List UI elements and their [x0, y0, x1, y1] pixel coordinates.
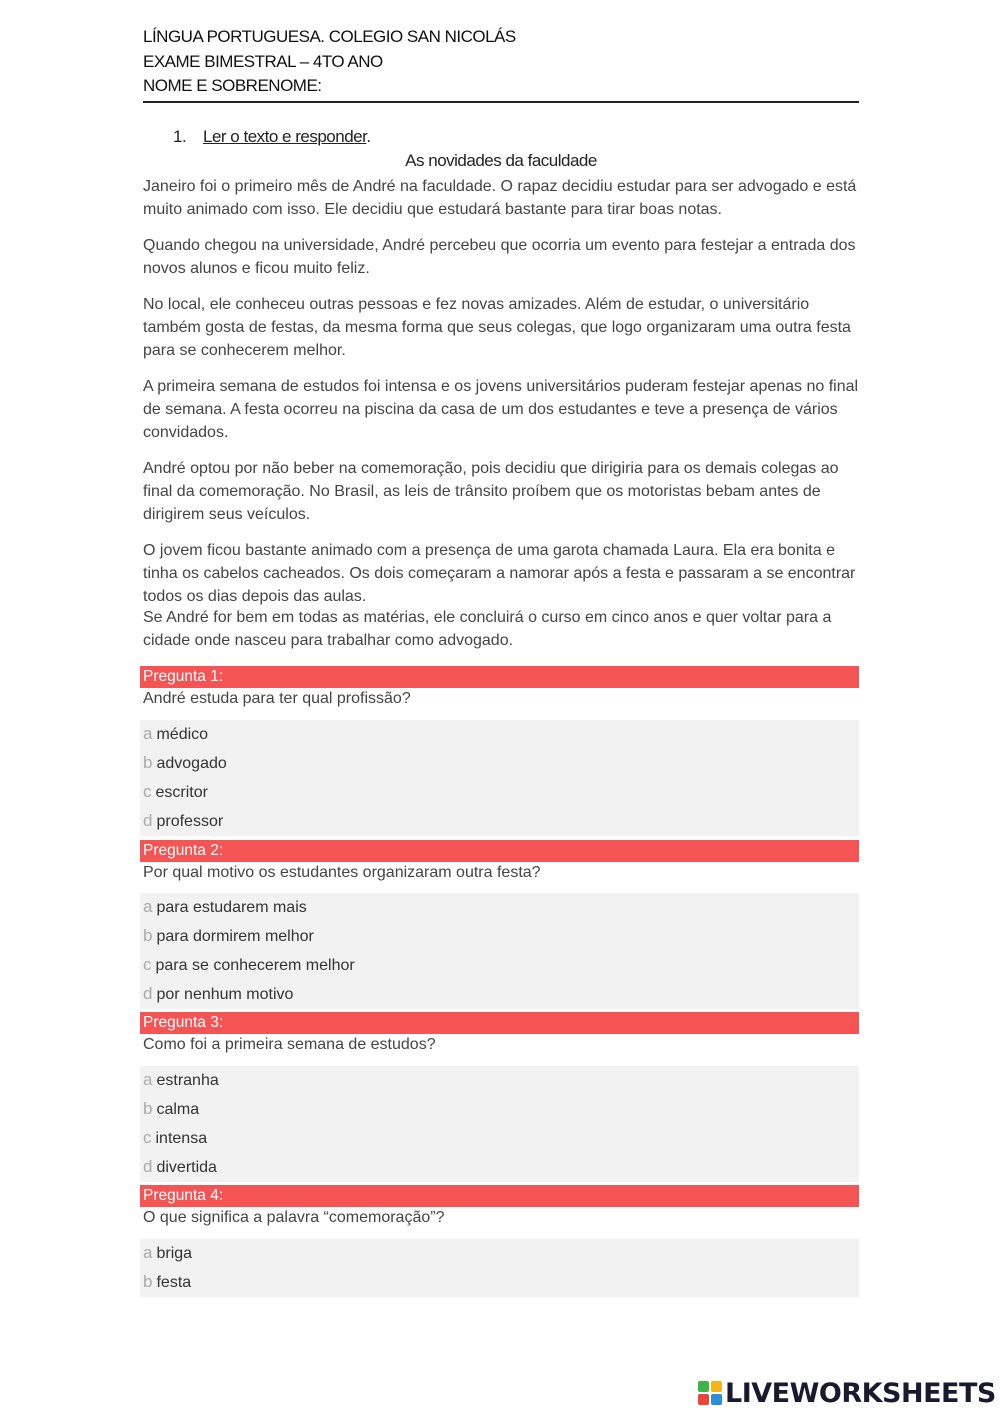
option-letter: b [143, 752, 153, 772]
answer-option[interactable] [140, 778, 859, 807]
option-text: calma [156, 1100, 200, 1118]
question-4-text: O que significa a palavra “comemoração”? [143, 1209, 445, 1226]
story-paragraph: Quando chegou na universidade, André percebeu que ocorria um evento para festejar a entrada dos novos alunos e ficou muito feliz. [143, 237, 856, 277]
option-letter: b [143, 1098, 153, 1118]
option-text: briga [156, 1245, 193, 1262]
instruction-number: 1. [173, 127, 187, 146]
answer-option[interactable] [140, 1268, 859, 1297]
story-paragraph: Se André for bem em todas as matérias, ele concluirá o curso em cinco anos e quer voltar para a cidade onde nasceu para trabalhar como advogado. [143, 609, 832, 649]
option-text: intensa [155, 1129, 208, 1147]
question-3-options [140, 1066, 859, 1182]
option-text: para se conhecerem melhor [155, 956, 355, 974]
answer-option[interactable] [140, 951, 859, 980]
question-2-text: Por qual motivo os estudantes organizaram outra festa? [143, 864, 541, 881]
option-text: festa [156, 1273, 192, 1291]
answer-option[interactable] [140, 893, 859, 922]
option-letter: a [143, 724, 153, 743]
instruction [173, 127, 371, 147]
story-paragraph: André optou por não beber na comemoração, pois decidiu que dirigiria para os demais colegas ao final da comemoração. No Brasil, as leis de trânsito proíbem que os motoristas bebam antes de dirigirem seus veículos. [143, 460, 839, 523]
question-3-text: Como foi a primeira semana de estudos? [143, 1036, 436, 1053]
story-paragraph: A primeira semana de estudos foi intensa e os jovens universitários puderam festejar apenas no final de semana. A festa ocorreu na piscina da casa de um dos estudantes e teve a presença de vários convidados. [143, 378, 859, 441]
option-text: estranha [156, 1072, 219, 1089]
option-letter: a [143, 897, 153, 916]
option-text: para dormirem melhor [156, 927, 314, 945]
liveworksheets-logo [698, 1378, 996, 1408]
option-letter: d [143, 983, 153, 1003]
option-letter: b [143, 1271, 153, 1291]
option-text: advogado [156, 754, 227, 772]
option-text: médico [156, 726, 209, 743]
logo-grid-icon [698, 1381, 722, 1405]
answer-option[interactable] [140, 807, 859, 836]
option-letter: b [143, 925, 153, 945]
story-title: As novidades da faculdade [405, 151, 597, 170]
option-text: escritor [155, 783, 208, 801]
option-letter: c [143, 781, 152, 801]
header-divider [143, 101, 859, 103]
question-1-options [140, 720, 859, 836]
option-letter: a [143, 1070, 153, 1089]
question-3-header: Pregunta 3: [140, 1012, 859, 1034]
header-name-field-label: NOME E SOBRENOME: [143, 76, 322, 95]
option-text: professor [156, 812, 224, 830]
story-paragraph: O jovem ficou bastante animado com a presença de uma garota chamada Laura. Ela era bonita e tinha os cabelos cacheados. Os dois começaram a namorar após a festa e passaram a se encontrar todos os dias depois das aulas. [143, 542, 856, 605]
question-2-options [140, 893, 859, 1009]
question-4-options [140, 1239, 859, 1297]
option-letter: a [143, 1243, 153, 1262]
question-4-header: Pregunta 4: [140, 1185, 859, 1207]
answer-option[interactable] [140, 1095, 859, 1124]
question-1-header: Pregunta 1: [140, 666, 859, 688]
option-text: por nenhum motivo [156, 985, 294, 1003]
question-2-header: Pregunta 2: [140, 840, 859, 862]
question-1-text: André estuda para ter qual profissão? [143, 690, 411, 707]
story-paragraph: No local, ele conheceu outras pessoas e fez novas amizades. Além de estudar, o universitário também gosta de festas, da mesma forma que seus colegas, que logo organizaram uma outra festa para se conhecerem melhor. [143, 296, 851, 359]
instruction-link[interactable]: Ler o texto e responder [203, 127, 367, 146]
answer-option[interactable] [140, 1153, 859, 1182]
exam-header [143, 25, 859, 103]
instruction-suffix: . [366, 127, 371, 146]
answer-option[interactable] [140, 720, 859, 749]
header-subject: LÍNGUA PORTUGUESA. COLEGIO SAN NICOLÁS [143, 27, 516, 46]
story-paragraph: Janeiro foi o primeiro mês de André na faculdade. O rapaz decidiu estudar para ser advogado e está muito animado com isso. Ele decidiu que estudará bastante para tirar boas notas. [143, 178, 857, 218]
option-letter: d [143, 810, 153, 830]
answer-option[interactable] [140, 1124, 859, 1153]
answer-option[interactable] [140, 980, 859, 1009]
option-text: para estudarem mais [156, 899, 307, 916]
header-exam-title: EXAME BIMESTRAL – 4TO ANO [143, 51, 383, 71]
answer-option[interactable] [140, 1239, 859, 1268]
logo-text: LIVEWORKSHEETS [725, 1377, 996, 1409]
option-text: divertida [156, 1158, 217, 1176]
option-letter: d [143, 1156, 153, 1176]
answer-option[interactable] [140, 922, 859, 951]
answer-option[interactable] [140, 749, 859, 778]
option-letter: c [143, 954, 152, 974]
answer-option[interactable] [140, 1066, 859, 1095]
option-letter: c [143, 1127, 152, 1147]
